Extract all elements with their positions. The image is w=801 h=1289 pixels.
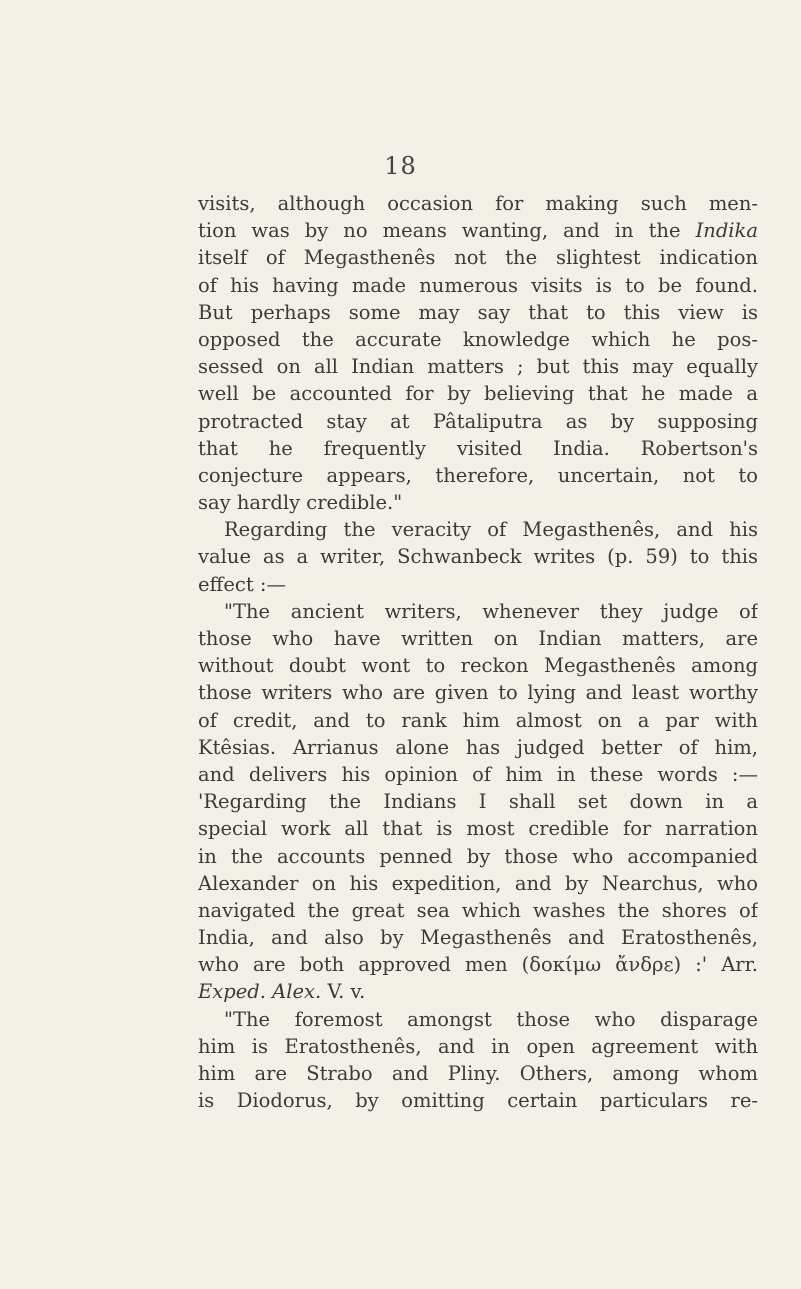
text-line: those writers who are given to lying and least worthy (198, 681, 758, 705)
text-line: of credit, and to rank him almost on a par with (198, 708, 758, 732)
text-line: those who have written on Indian matters, are (198, 627, 758, 650)
text-line: who are both approved men (δοκίμω ἄνδρε) :' Arr. (198, 953, 758, 977)
text-line: tion was by no means wanting, and in the Indika (198, 219, 758, 243)
text-line: special work all that is most credible for narration (198, 817, 758, 841)
text-line: India, and also by Megasthenês and Eratosthenês, (198, 926, 758, 950)
body-text (198, 190, 758, 1114)
text-line: is Diodorus, by omitting certain particulars re- (198, 1089, 758, 1113)
text-line: without doubt wont to reckon Megasthenês among (198, 654, 758, 678)
text-line: well be accounted for by believing that he made a (198, 382, 758, 406)
text-line: protracted stay at Pâtaliputra as by supposing (198, 409, 758, 433)
text-line: itself of Megasthenês not the slightest indication (198, 246, 758, 270)
text-line: opposed the accurate knowledge which he pos- (198, 327, 758, 351)
text-line: "The foremost amongst those who disparage (224, 1007, 758, 1031)
text-line: 'Regarding the Indians I shall set down in a (198, 790, 758, 814)
text-line: Alexander on his expedition, and by Nearchus, who (198, 871, 758, 895)
text-line: of his having made numerous visits is to be found. (198, 273, 758, 297)
text-line: conjecture appears, therefore, uncertain, not to (198, 463, 758, 487)
text-line: visits, although occasion for making such men- (198, 192, 758, 215)
text-line: say hardly credible." (198, 491, 403, 515)
text-line: him is Eratosthenês, and in open agreement with (198, 1034, 758, 1058)
text-line: But perhaps some may say that to this view is (198, 300, 758, 324)
text-line: Exped. Alex. V. v. (198, 980, 366, 1004)
text-line: that he frequently visited India. Robertson's (198, 436, 758, 460)
page-number: 18 (384, 152, 417, 180)
text-line: Ktêsias. Arrianus alone has judged better of him, (198, 735, 758, 759)
text-line: effect :— (198, 572, 286, 596)
text-line: him are Strabo and Pliny. Others, among whom (198, 1062, 758, 1085)
text-line: value as a writer, Schwanbeck writes (p. 59) to this (198, 545, 758, 569)
text-line: sessed on all Indian matters ; but this may equally (198, 355, 758, 379)
text-line: Regarding the veracity of Megasthenês, and his (224, 518, 758, 542)
text-line: in the accounts penned by those who accompanied (198, 844, 758, 868)
text-line: and delivers his opinion of him in these words :— (198, 762, 758, 786)
text-line: navigated the great sea which washes the shores of (198, 898, 758, 922)
text-line: "The ancient writers, whenever they judge of (224, 599, 758, 623)
